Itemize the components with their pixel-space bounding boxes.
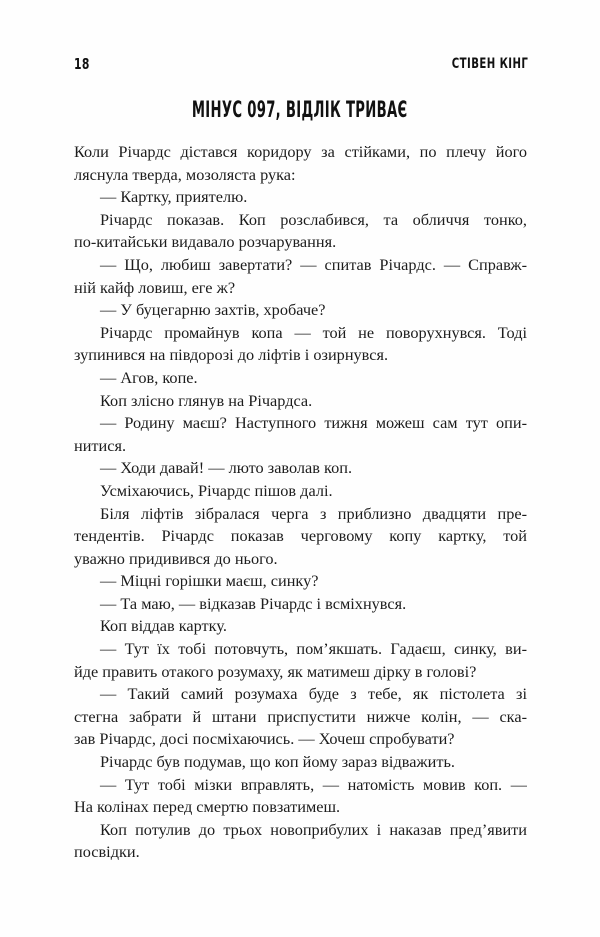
text-line: зупинився на півдорозі до ліфтів і озирнувся. bbox=[74, 345, 389, 365]
text-line: Річардс промайнув копа — той не поворухнувся. Тоді bbox=[100, 322, 527, 342]
text-line: Біля ліфтів зібралася черга з приблизно двадцяти пре- bbox=[100, 503, 527, 523]
text-line: Коп потулив до трьох новоприбулих і наказав пред’явити bbox=[100, 819, 527, 839]
page-number: 18 bbox=[74, 55, 90, 73]
text-line: Коп злісно глянув на Річардса. bbox=[100, 390, 313, 410]
text-line: уважно придивився до нього. bbox=[74, 548, 278, 568]
text-line: йде править отакого розумаху, як матимеш дірку в голові? bbox=[74, 661, 477, 681]
text-line: ній кайф ловиш, еге ж? bbox=[74, 277, 236, 297]
chapter-title-wrap bbox=[0, 99, 600, 123]
text-line: по-китайськи видавало розчарування. bbox=[74, 232, 337, 252]
text-line: — Тут тобі мізки вправлять, — натомість мовив коп. — bbox=[100, 774, 527, 794]
text-line: Усміхаючись, Річардс пішов далі. bbox=[100, 480, 333, 500]
text-line: Коли Річардс дістався коридору за стійками, по плечу його bbox=[74, 142, 527, 161]
text-line: — Картку, приятелю. bbox=[100, 187, 248, 207]
text-line: тендентів. Річардс показав черговому копу картку, той bbox=[74, 526, 527, 546]
chapter-title: МІНУС 097, ВІДЛІК ТРИВАЄ bbox=[192, 98, 408, 123]
text-line: — Агов, копе. bbox=[100, 367, 198, 387]
text-line: ляснула тверда, мозоляста рука: bbox=[74, 164, 296, 184]
running-head-author: СТІВЕН КІНГ bbox=[451, 56, 528, 72]
text-line: — Що, любиш завертати? — спитав Річардс. — Справж- bbox=[100, 254, 527, 274]
text-line: — Родину маєш? Наступного тижня можеш сам тут опи- bbox=[100, 413, 527, 433]
text-line: нитися. bbox=[74, 435, 127, 455]
text-line: — Міцні горішки маєш, синку? bbox=[100, 571, 319, 591]
text-line: посвідки. bbox=[74, 842, 140, 862]
text-line: — Тут їх тобі потовчуть, пом’якшать. Гадаєш, синку, ви- bbox=[100, 639, 527, 659]
text-line: стегна забрати й штани приспустити нижче колін, — ска- bbox=[74, 706, 527, 726]
text-line: — Та маю, — відказав Річардс і всміхнувся. bbox=[100, 593, 407, 613]
body-text bbox=[74, 141, 527, 864]
text-line: На колінах перед смертю повзатимеш. bbox=[74, 797, 341, 817]
text-line: Коп віддав картку. bbox=[100, 616, 227, 636]
text-line: — У буцегарню захтів, хробаче? bbox=[100, 300, 326, 320]
text-line: — Такий самий розумаха буде з тебе, як пістолета зі bbox=[100, 684, 527, 704]
text-line: Річардс був подумав, що коп йому зараз відважить. bbox=[100, 752, 456, 772]
text-line: Річардс показав. Коп розслабився, та обличчя тонко, bbox=[100, 209, 527, 229]
running-header bbox=[74, 56, 528, 72]
text-line: зав Річардс, досі посміхаючись. — Хочеш спробувати? bbox=[74, 729, 455, 749]
text-line: — Ходи давай! — люто заволав коп. bbox=[100, 458, 353, 478]
